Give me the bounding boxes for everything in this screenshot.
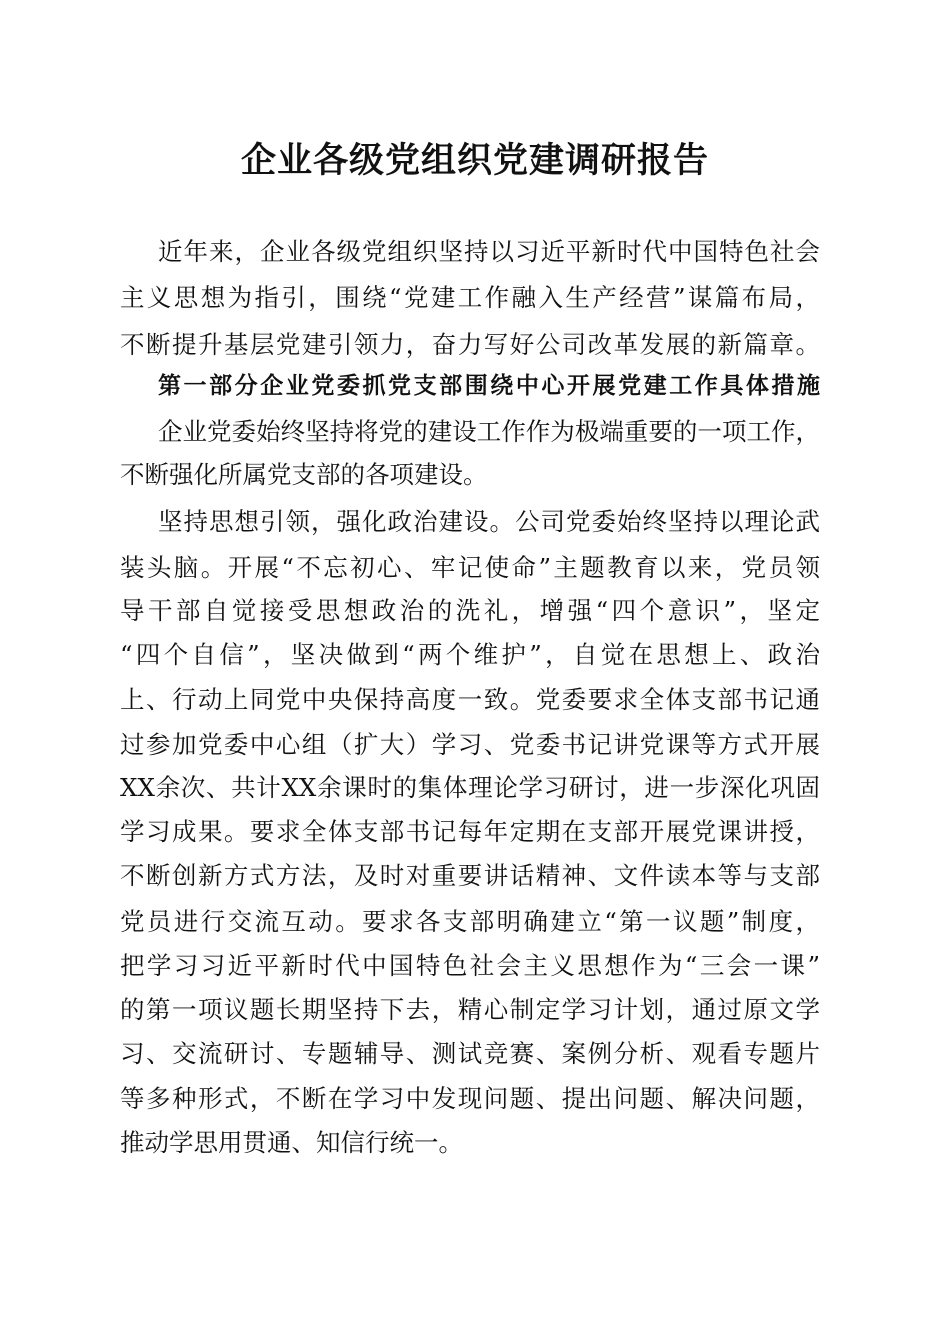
paragraph-line: 学习成果。要求全体支部书记每年定期在支部开展党课讲授， [120, 817, 820, 846]
paragraph-line: 主义思想为指引，围绕“党建工作融入生产经营”谋篇布局， [120, 283, 820, 312]
paragraph-line: 党员进行交流互动。要求各支部明确建立“第一议题”制度， [120, 907, 820, 936]
paragraph-line: 装头脑。开展“不忘初心、牢记使命”主题教育以来，党员领 [120, 553, 820, 582]
paragraph-line: 坚持思想引领，强化政治建设。公司党委始终坚持以理论武 [158, 507, 820, 536]
paragraph-line: 等多种形式，不断在学习中发现问题、提出问题、解决问题， [120, 1084, 820, 1113]
document-title: 企业各级党组织党建调研报告 [240, 140, 709, 181]
paragraph-line: 上、行动上同党中央保持高度一致。党委要求全体支部书记通 [120, 685, 820, 714]
paragraph-line: 把学习习近平新时代中国特色社会主义思想作为“三会一课” [120, 951, 820, 980]
paragraph-line: 习、交流研讨、专题辅导、测试竞赛、案例分析、观看专题片 [120, 1039, 820, 1068]
paragraph-line: 导干部自觉接受思想政治的洗礼，增强“四个意识”，坚定 [120, 596, 820, 625]
paragraph-line: “四个自信”，坚决做到“两个维护”，自觉在思想上、政治 [120, 640, 820, 669]
paragraph-line: 过参加党委中心组（扩大）学习、党委书记讲党课等方式开展 [120, 730, 820, 759]
paragraph-line: 的第一项议题长期坚持下去，精心制定学习计划，通过原文学 [120, 995, 820, 1024]
paragraph-line: 不断创新方式方法，及时对重要讲话精神、文件读本等与支部 [120, 861, 820, 890]
paragraph-line: 企业党委始终坚持将党的建设工作作为极端重要的一项工作， [158, 417, 820, 446]
paragraph-line: 近年来，企业各级党组织坚持以习近平新时代中国特色社会 [158, 237, 820, 266]
section-heading: 第一部分企业党委抓党支部围绕中心开展党建工作具体措施 [158, 372, 820, 399]
paragraph-line: XX余次、共计XX余课时的集体理论学习研讨，进一步深化巩固 [120, 773, 820, 802]
paragraph-line: 不断提升基层党建引领力，奋力写好公司改革发展的新篇章。 [120, 330, 820, 359]
paragraph-line: 不断强化所属党支部的各项建设。 [120, 460, 488, 489]
paragraph-line: 推动学思用贯通、知信行统一。 [120, 1128, 463, 1157]
